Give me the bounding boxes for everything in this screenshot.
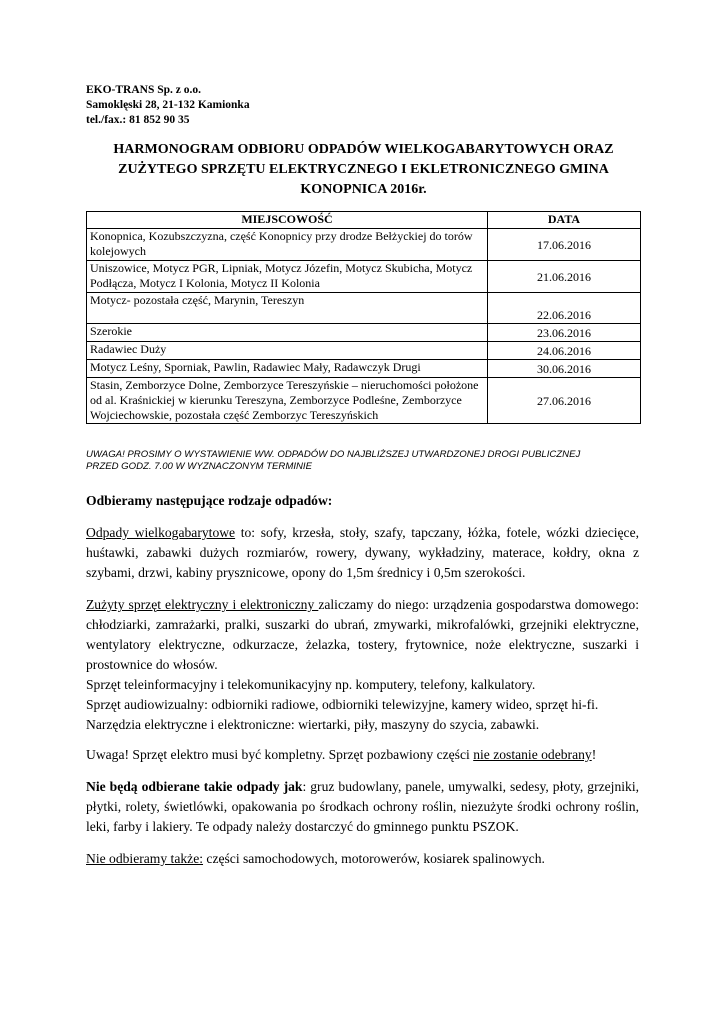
section-heading: Odbieramy następujące rodzaje odpadów: [86, 493, 333, 508]
place-cell: Konopnica, Kozubszczyzna, część Konopnicy przy drodze Bełżyckiej do torów kolejowych [87, 229, 488, 261]
warning-text: Uwaga! Sprzęt elektro musi być kompletny. Sprzęt pozbawiony części [86, 747, 474, 762]
bulky-waste-label: Odpady wielkogabarytowe [86, 525, 236, 540]
excluded-waste-label: Nie będą odbierane takie odpady jak [86, 779, 303, 794]
title-line-1: HARMONOGRAM ODBIORU ODPADÓW WIELKOGABARYTOWYCH ORAZ [113, 142, 614, 157]
notice-line-1: UWAGA! PROSIMY O WYSTAWIENIE WW. ODPADÓW DO NAJBLIŻSZEJ UTWARDZONEJ DROGI PUBLICZNEJ [86, 449, 581, 460]
place-cell: Uniszowice, Motycz PGR, Lipniak, Motycz Józefin, Motycz Skubicha, Motycz Podłącza, Motycz I Kolonia, Motycz II Kolonia [87, 261, 488, 293]
place-cell: Radawiec Duży [87, 342, 488, 360]
title-line-2: ZUŻYTEGO SPRZĘTU ELEKTRYCZNEGO I EKLETRONICZNEGO GMINA [118, 162, 609, 177]
table-row [87, 360, 641, 378]
paragraph-bulky-waste [86, 523, 639, 583]
company-header [86, 83, 250, 128]
notice-line-2: PRZED GODZ. 7.00 W WYZNACZONYM TERMINIE [86, 461, 312, 472]
date-cell: 23.06.2016 [488, 324, 641, 342]
company-phone: tel./fax.: 81 852 90 35 [86, 114, 190, 126]
warning-end: ! [591, 747, 597, 762]
schedule-table [86, 211, 641, 424]
place-cell: Motycz- pozostała część, Marynin, Tereszyn [87, 293, 488, 324]
document-title [86, 140, 641, 200]
date-cell: 24.06.2016 [488, 342, 641, 360]
electronics-label: Zużyty sprzęt elektryczny i elektroniczny [86, 597, 319, 612]
date-cell: 17.06.2016 [488, 229, 641, 261]
column-header-place: MIEJSCOWOŚĆ [87, 212, 488, 229]
not-accepted-label: Nie odbieramy także: [86, 851, 204, 866]
table-row [87, 324, 641, 342]
table-row [87, 342, 641, 360]
place-cell: Szerokie [87, 324, 488, 342]
paragraph-electronics [86, 595, 639, 735]
electronics-tools: Narzędzia elektryczne i elektroniczne: wiertarki, piły, maszyny do szycia, zabawki. [86, 717, 540, 732]
table-row [87, 229, 641, 261]
table-row [87, 293, 641, 324]
table-row [87, 378, 641, 424]
company-address: Samoklęski 28, 21-132 Kamionka [86, 99, 250, 111]
document-body [86, 491, 639, 881]
electronics-audiovisual: Sprzęt audiowizualny: odbiorniki radiowe, odbiorniki telewizyjne, kamery wideo, sprzęt hi-fi. [86, 697, 599, 712]
electronics-telecom: Sprzęt teleinformacyjny i telekomunikacyjny np. komputery, telefony, kalkulatory. [86, 677, 536, 692]
table-header-row [87, 212, 641, 229]
table-row [87, 261, 641, 293]
date-cell: 21.06.2016 [488, 261, 641, 293]
paragraph-not-accepted [86, 849, 639, 869]
column-header-date: DATA [488, 212, 641, 229]
title-line-3: KONOPNICA 2016r. [300, 182, 427, 197]
warning-underlined: nie zostanie odebrany [473, 747, 592, 762]
place-cell: Motycz Leśny, Sporniak, Pawlin, Radawiec Mały, Radawczyk Drugi [87, 360, 488, 378]
paragraph-completeness-warning [86, 745, 639, 765]
date-cell: 22.06.2016 [488, 293, 641, 324]
excluded-waste-text: : gruz budowlany, panele, umywalki, sedesy, płoty, grzejniki, płytki, rolety, świetlówki, opakowania po środkach ochrony roślin, niezużyte środki ochrony roślin, leki, farby i lakiery. Te odpady należy dostarczyć do gminnego punktu PSZOK. [86, 779, 639, 834]
paragraph-excluded-waste [86, 777, 639, 837]
not-accepted-text: części samochodowych, motorowerów, kosiarek spalinowych. [203, 851, 545, 866]
date-cell: 30.06.2016 [488, 360, 641, 378]
company-name: EKO-TRANS Sp. z o.o. [86, 84, 202, 96]
pickup-notice [86, 449, 646, 473]
electronics-text: zaliczamy do niego: urządzenia gospodarstwa domowego: chłodziarki, zamrażarki, pralki, suszarki do ubrań, zmywarki, mikrofalówki, grzejniki elektryczne, wentylatory elektryczne, odkurzacze, żelazka, tostery, frytownice, noże elektryczne, suszarki i prostownice do włosów. [86, 597, 639, 672]
date-cell: 27.06.2016 [488, 378, 641, 424]
bulky-waste-text: to: sofy, krzesła, stoły, szafy, tapczany, łóżka, fotele, wózki dziecięce, huśtawki, zabawki dużych rozmiarów, rowery, dywany, wykładziny, materace, kołdry, okna z szybami, drzwi, kabiny prysznicowe, opony do 1,5m średnicy i 0,5m szerokości. [86, 525, 640, 580]
place-cell: Stasin, Zemborzyce Dolne, Zemborzyce Tereszyńskie – nieruchomości położone od al. Kraśnickiej w kierunku Tereszyna, Zemborzyce Podleśne, Zemborzyce Wojciechowskie, pozostała część Zemborzyc Tereszyńskich [87, 378, 488, 424]
